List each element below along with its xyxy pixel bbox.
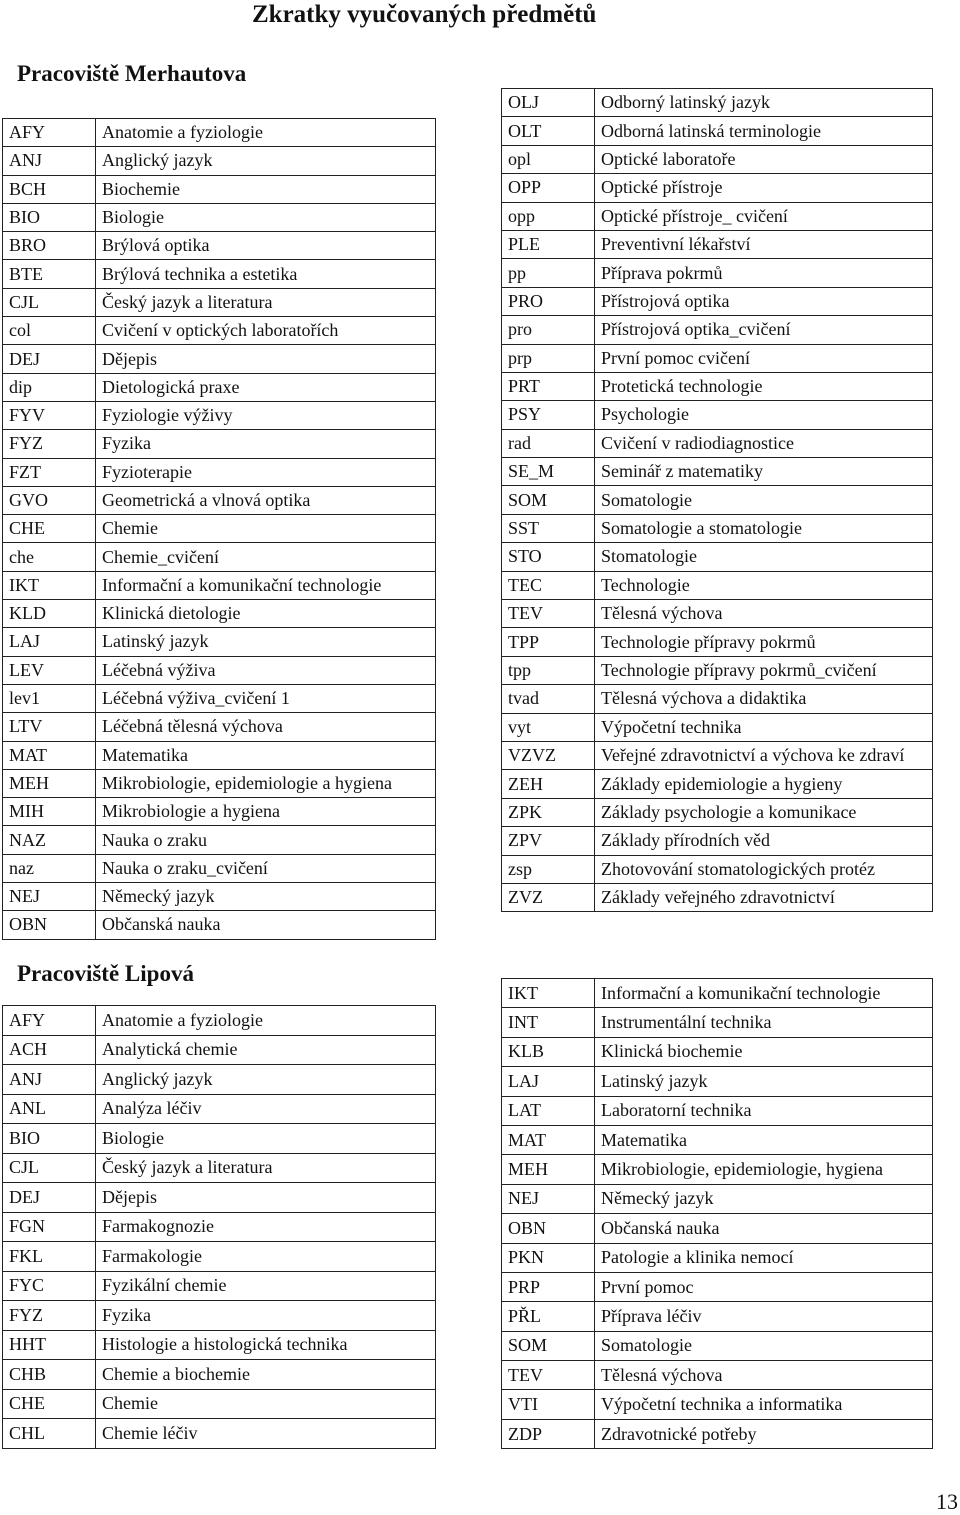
subject-name: Tělesná výchova a didaktika	[595, 685, 933, 713]
subject-name: Příprava pokrmů	[595, 259, 933, 287]
table-row	[3, 769, 436, 797]
table-row	[3, 232, 436, 260]
table-row	[502, 117, 933, 145]
table-row	[3, 713, 436, 741]
subject-name: Latinský jazyk	[96, 628, 436, 656]
subject-name: Přístrojová optika_cvičení	[595, 316, 933, 344]
subject-name: Anglický jazyk	[96, 1065, 436, 1095]
subject-name: Občanská nauka	[96, 911, 436, 939]
table-row	[3, 515, 436, 543]
subject-name: Anglický jazyk	[96, 147, 436, 175]
table-row	[3, 147, 436, 175]
table-row	[3, 1124, 436, 1154]
subject-name: Analýza léčiv	[96, 1094, 436, 1124]
subject-name: Preventivní lékařství	[595, 230, 933, 258]
abbreviation-code: ZDP	[502, 1419, 595, 1448]
table-row	[3, 1153, 436, 1183]
abbreviation-code: vyt	[502, 713, 595, 741]
subject-name: Chemie_cvičení	[96, 543, 436, 571]
abbreviation-code: FYZ	[3, 430, 96, 458]
subject-name: Německý jazyk	[96, 883, 436, 911]
table-row	[3, 345, 436, 373]
table-row	[502, 1390, 933, 1419]
table-row	[3, 119, 436, 147]
table-row	[502, 628, 933, 656]
subject-name: Somatologie	[595, 1331, 933, 1360]
subject-name: Dějepis	[96, 345, 436, 373]
abbreviation-code: ANJ	[3, 1065, 96, 1095]
abbreviation-code: TEC	[502, 571, 595, 599]
subject-name: Chemie a biochemie	[96, 1360, 436, 1390]
subject-name: Příprava léčiv	[595, 1302, 933, 1331]
abbreviation-code: FZT	[3, 458, 96, 486]
abbreviation-code: lev1	[3, 684, 96, 712]
abbreviation-code: LAJ	[502, 1067, 595, 1096]
table-row	[3, 1301, 436, 1331]
subject-name: Anatomie a fyziologie	[96, 1006, 436, 1036]
abbreviation-code: FYC	[3, 1271, 96, 1301]
table-row	[3, 401, 436, 429]
abbreviation-code: NEJ	[502, 1184, 595, 1213]
abbreviation-code: LTV	[3, 713, 96, 741]
subject-name: Biochemie	[96, 175, 436, 203]
subject-name: Léčebná výživa_cvičení 1	[96, 684, 436, 712]
table-row	[502, 1419, 933, 1448]
subject-name: Protetická technologie	[595, 372, 933, 400]
abbreviation-code: tvad	[502, 685, 595, 713]
table-row	[3, 883, 436, 911]
table-row	[3, 656, 436, 684]
table-row	[502, 1067, 933, 1096]
subject-name: Brýlová technika a estetika	[96, 260, 436, 288]
subject-name: Fyzikální chemie	[96, 1271, 436, 1301]
abbreviation-code: rad	[502, 429, 595, 457]
table-row	[502, 1037, 933, 1066]
table-row	[3, 911, 436, 939]
abbreviation-code: ACH	[3, 1035, 96, 1065]
table-row	[502, 656, 933, 684]
abbreviation-code: VTI	[502, 1390, 595, 1419]
subject-name: Zdravotnické potřeby	[595, 1419, 933, 1448]
abbreviation-code: FKL	[3, 1242, 96, 1272]
subject-name: Veřejné zdravotnictví a výchova ke zdraví	[595, 741, 933, 769]
abbreviation-code: AFY	[3, 119, 96, 147]
table-row	[3, 1419, 436, 1449]
abbreviation-code: IKT	[502, 979, 595, 1008]
table-row	[502, 1008, 933, 1037]
abbreviation-code: opp	[502, 202, 595, 230]
table-row	[3, 260, 436, 288]
table-row	[502, 316, 933, 344]
abbreviation-code: che	[3, 543, 96, 571]
abbreviation-code: STO	[502, 543, 595, 571]
abbreviation-code: TEV	[502, 1361, 595, 1390]
abbreviation-code: pro	[502, 316, 595, 344]
table-row	[3, 317, 436, 345]
subject-name: Mikrobiologie a hygiena	[96, 798, 436, 826]
abbreviation-code: DEJ	[3, 1183, 96, 1213]
table-row	[3, 1006, 436, 1036]
table-row	[502, 486, 933, 514]
subject-name: Biologie	[96, 203, 436, 231]
abbreviation-code: MEH	[502, 1155, 595, 1184]
table-row	[3, 458, 436, 486]
subject-name: Latinský jazyk	[595, 1067, 933, 1096]
subject-name: Biologie	[96, 1124, 436, 1154]
table-row	[3, 1330, 436, 1360]
abbreviation-code: IKT	[3, 571, 96, 599]
abbreviation-code: SE_M	[502, 458, 595, 486]
table-row	[502, 827, 933, 855]
subject-name: Přístrojová optika	[595, 287, 933, 315]
table-row	[502, 514, 933, 542]
subject-name: Technologie	[595, 571, 933, 599]
subject-name: Matematika	[96, 741, 436, 769]
abbreviation-code: prp	[502, 344, 595, 372]
subject-name: Informační a komunikační technologie	[595, 979, 933, 1008]
subject-name: Psychologie	[595, 401, 933, 429]
table-row	[502, 202, 933, 230]
abbreviation-code: BIO	[3, 1124, 96, 1154]
table-row	[502, 1096, 933, 1125]
abbreviation-code: BRO	[3, 232, 96, 260]
table-row	[3, 854, 436, 882]
subject-name: Odborný latinský jazyk	[595, 89, 933, 117]
table-row	[502, 741, 933, 769]
abbreviation-code: pp	[502, 259, 595, 287]
table-row	[502, 770, 933, 798]
subject-name: Český jazyk a literatura	[96, 1153, 436, 1183]
abbreviation-table-merhautova-left	[2, 118, 436, 940]
table-row	[502, 1214, 933, 1243]
section-heading-lipova: Pracoviště Lipová	[17, 961, 194, 986]
table-row	[502, 543, 933, 571]
subject-name: Základy epidemiologie a hygieny	[595, 770, 933, 798]
subject-name: Laboratorní technika	[595, 1096, 933, 1125]
subject-name: Dietologická praxe	[96, 373, 436, 401]
subject-name: Výpočetní technika a informatika	[595, 1390, 933, 1419]
abbreviation-code: CHL	[3, 1419, 96, 1449]
table-row	[502, 458, 933, 486]
abbreviation-code: SOM	[502, 486, 595, 514]
abbreviation-code: CJL	[3, 288, 96, 316]
abbreviation-code: CHB	[3, 1360, 96, 1390]
abbreviation-code: CHE	[3, 1389, 96, 1419]
table-row	[502, 401, 933, 429]
table-row	[502, 1302, 933, 1331]
abbreviation-code: FYZ	[3, 1301, 96, 1331]
subject-name: Analytická chemie	[96, 1035, 436, 1065]
abbreviation-code: MAT	[502, 1125, 595, 1154]
subject-name: Fyzika	[96, 430, 436, 458]
table-row	[3, 600, 436, 628]
subject-name: Farmakologie	[96, 1242, 436, 1272]
abbreviation-code: ZPK	[502, 798, 595, 826]
table-row	[502, 230, 933, 258]
abbreviation-code: PLE	[502, 230, 595, 258]
abbreviation-code: FGN	[3, 1212, 96, 1242]
subject-name: Základy přírodních věd	[595, 827, 933, 855]
abbreviation-code: OBN	[502, 1214, 595, 1243]
abbreviation-code: SST	[502, 514, 595, 542]
abbreviation-code: CHE	[3, 515, 96, 543]
table-row	[3, 826, 436, 854]
table-row	[502, 713, 933, 741]
table-row	[502, 429, 933, 457]
subject-name: Klinická dietologie	[96, 600, 436, 628]
abbreviation-code: MAT	[3, 741, 96, 769]
table-row	[502, 1331, 933, 1360]
subject-name: Cvičení v optických laboratořích	[96, 317, 436, 345]
subject-name: Tělesná výchova	[595, 1361, 933, 1390]
table-row	[502, 89, 933, 117]
abbreviation-code: ZEH	[502, 770, 595, 798]
subject-name: Odborná latinská terminologie	[595, 117, 933, 145]
subject-name: Základy psychologie a komunikace	[595, 798, 933, 826]
subject-name: Geometrická a vlnová optika	[96, 486, 436, 514]
table-row	[502, 259, 933, 287]
subject-name: První pomoc cvičení	[595, 344, 933, 372]
table-row	[3, 1065, 436, 1095]
subject-name: Cvičení v radiodiagnostice	[595, 429, 933, 457]
table-row	[3, 571, 436, 599]
subject-name: Anatomie a fyziologie	[96, 119, 436, 147]
abbreviation-code: PSY	[502, 401, 595, 429]
abbreviation-code: BIO	[3, 203, 96, 231]
subject-name: Dějepis	[96, 1183, 436, 1213]
table-row	[502, 1361, 933, 1390]
table-row	[3, 288, 436, 316]
table-row	[3, 1183, 436, 1213]
table-row	[3, 1212, 436, 1242]
subject-name: Chemie léčiv	[96, 1419, 436, 1449]
abbreviation-code: NAZ	[3, 826, 96, 854]
abbreviation-code: dip	[3, 373, 96, 401]
subject-name: Klinická biochemie	[595, 1037, 933, 1066]
abbreviation-code: ZPV	[502, 827, 595, 855]
subject-name: Informační a komunikační technologie	[96, 571, 436, 599]
table-row	[3, 203, 436, 231]
table-row	[502, 1184, 933, 1213]
subject-name: Technologie přípravy pokrmů	[595, 628, 933, 656]
subject-name: Optické přístroje_ cvičení	[595, 202, 933, 230]
table-row	[502, 174, 933, 202]
abbreviation-code: opl	[502, 145, 595, 173]
table-row	[502, 1125, 933, 1154]
abbreviation-code: INT	[502, 1008, 595, 1037]
abbreviation-code: PŘL	[502, 1302, 595, 1331]
table-row	[3, 1094, 436, 1124]
table-row	[502, 798, 933, 826]
subject-name: Mikrobiologie, epidemiologie, hygiena	[595, 1155, 933, 1184]
subject-name: Technologie přípravy pokrmů_cvičení	[595, 656, 933, 684]
abbreviation-code: MEH	[3, 769, 96, 797]
table-row	[502, 685, 933, 713]
abbreviation-code: OLJ	[502, 89, 595, 117]
subject-name: Nauka o zraku	[96, 826, 436, 854]
table-row	[3, 175, 436, 203]
subject-name: Histologie a histologická technika	[96, 1330, 436, 1360]
subject-name: Léčebná tělesná výchova	[96, 713, 436, 741]
subject-name: Zhotovování stomatologických protéz	[595, 855, 933, 883]
table-row	[502, 1155, 933, 1184]
abbreviation-code: PRP	[502, 1272, 595, 1301]
abbreviation-code: TEV	[502, 600, 595, 628]
abbreviation-code: HHT	[3, 1330, 96, 1360]
abbreviation-table-merhautova-right	[501, 88, 933, 912]
abbreviation-code: PRO	[502, 287, 595, 315]
table-row	[502, 979, 933, 1008]
abbreviation-code: PRT	[502, 372, 595, 400]
subject-name: Občanská nauka	[595, 1214, 933, 1243]
abbreviation-code: CJL	[3, 1153, 96, 1183]
abbreviation-code: ANL	[3, 1094, 96, 1124]
table-row	[3, 486, 436, 514]
table-row	[3, 798, 436, 826]
table-row	[3, 741, 436, 769]
abbreviation-code: LAT	[502, 1096, 595, 1125]
subject-name: První pomoc	[595, 1272, 933, 1301]
abbreviation-code: PKN	[502, 1243, 595, 1272]
abbreviation-code: DEJ	[3, 345, 96, 373]
abbreviation-code: FYV	[3, 401, 96, 429]
subject-name: Farmakognozie	[96, 1212, 436, 1242]
subject-name: Brýlová optika	[96, 232, 436, 260]
abbreviation-code: ANJ	[3, 147, 96, 175]
subject-name: Léčebná výživa	[96, 656, 436, 684]
table-row	[502, 145, 933, 173]
abbreviation-code: SOM	[502, 1331, 595, 1360]
abbreviation-code: MIH	[3, 798, 96, 826]
abbreviation-code: VZVZ	[502, 741, 595, 769]
abbreviation-table-lipova-right	[501, 978, 933, 1449]
abbreviation-code: LAJ	[3, 628, 96, 656]
abbreviation-code: zsp	[502, 855, 595, 883]
subject-name: Seminář z matematiky	[595, 458, 933, 486]
table-row	[3, 543, 436, 571]
table-row	[3, 1389, 436, 1419]
subject-name: Somatologie a stomatologie	[595, 514, 933, 542]
abbreviation-code: BCH	[3, 175, 96, 203]
subject-name: Mikrobiologie, epidemiologie a hygiena	[96, 769, 436, 797]
abbreviation-code: TPP	[502, 628, 595, 656]
table-row	[502, 571, 933, 599]
table-row	[502, 1243, 933, 1272]
abbreviation-code: OBN	[3, 911, 96, 939]
table-row	[502, 1272, 933, 1301]
abbreviation-code: KLD	[3, 600, 96, 628]
table-row	[3, 1035, 436, 1065]
abbreviation-code: col	[3, 317, 96, 345]
table-row	[3, 684, 436, 712]
abbreviation-code: naz	[3, 854, 96, 882]
table-row	[3, 430, 436, 458]
subject-name: Výpočetní technika	[595, 713, 933, 741]
subject-name: Matematika	[595, 1125, 933, 1154]
table-row	[502, 855, 933, 883]
subject-name: Optické přístroje	[595, 174, 933, 202]
subject-name: Český jazyk a literatura	[96, 288, 436, 316]
subject-name: Stomatologie	[595, 543, 933, 571]
table-row	[502, 287, 933, 315]
page-title: Zkratky vyučovaných předmětů	[252, 1, 597, 28]
abbreviation-table-lipova-left	[2, 1005, 436, 1449]
table-row	[3, 1271, 436, 1301]
abbreviation-code: ZVZ	[502, 883, 595, 911]
table-row	[3, 1360, 436, 1390]
subject-name: Základy veřejného zdravotnictví	[595, 883, 933, 911]
abbreviation-code: tpp	[502, 656, 595, 684]
subject-name: Chemie	[96, 515, 436, 543]
table-row	[3, 1242, 436, 1272]
abbreviation-code: AFY	[3, 1006, 96, 1036]
subject-name: Optické laboratoře	[595, 145, 933, 173]
table-row	[502, 600, 933, 628]
table-row	[3, 628, 436, 656]
subject-name: Německý jazyk	[595, 1184, 933, 1213]
page-number: 13	[936, 1489, 958, 1514]
table-row	[502, 344, 933, 372]
subject-name: Somatologie	[595, 486, 933, 514]
subject-name: Fyziologie výživy	[96, 401, 436, 429]
abbreviation-code: LEV	[3, 656, 96, 684]
subject-name: Patologie a klinika nemocí	[595, 1243, 933, 1272]
abbreviation-code: OPP	[502, 174, 595, 202]
abbreviation-code: OLT	[502, 117, 595, 145]
abbreviation-code: NEJ	[3, 883, 96, 911]
subject-name: Instrumentální technika	[595, 1008, 933, 1037]
subject-name: Chemie	[96, 1389, 436, 1419]
subject-name: Tělesná výchova	[595, 600, 933, 628]
abbreviation-code: BTE	[3, 260, 96, 288]
abbreviation-code: KLB	[502, 1037, 595, 1066]
section-heading-merhautova: Pracoviště Merhautova	[17, 61, 247, 86]
subject-name: Fyzioterapie	[96, 458, 436, 486]
subject-name: Fyzika	[96, 1301, 436, 1331]
table-row	[502, 883, 933, 911]
table-row	[502, 372, 933, 400]
table-row	[3, 373, 436, 401]
abbreviation-code: GVO	[3, 486, 96, 514]
subject-name: Nauka o zraku_cvičení	[96, 854, 436, 882]
